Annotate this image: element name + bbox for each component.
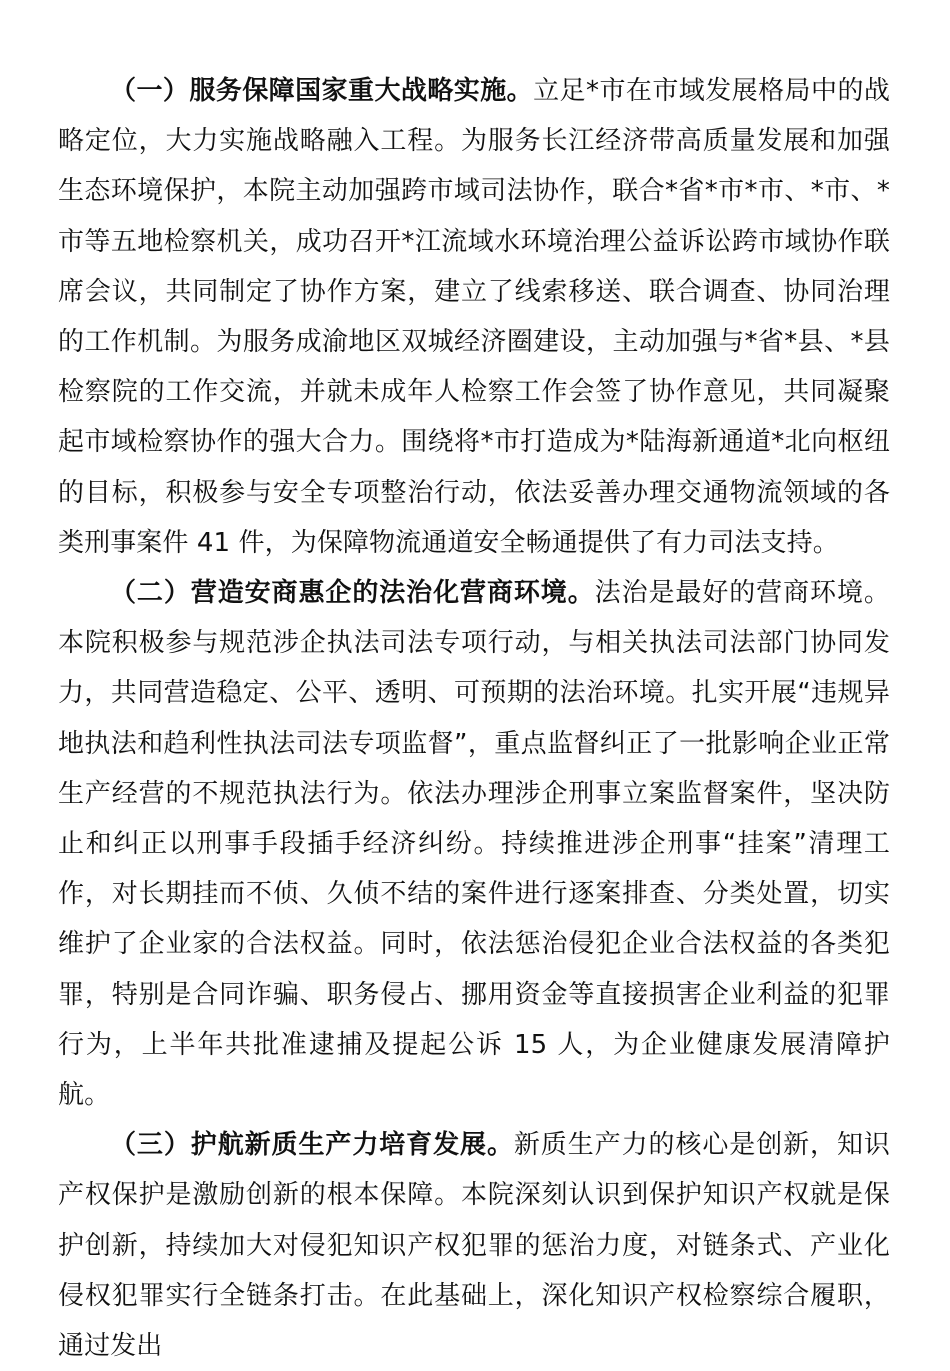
section-1-body: 立足*市在市域发展格局中的战略定位，大力实施战略融入工程。为服务长江经济带高质量发展和加强生态环境保护，本院主动加强跨市域司法协作，联合*省*市*市、*市、*市等五地检察机关，成功召开*江流域水环境治理公益诉讼跨市域协作联席会议，共同制定了协作方案，建立了线索移送、联合调查、协同治理的工作机制。为服务成渝地区双城经济圈建设，主动加强与*省*县、*县检察院的工作交流，并就未成年人检察工作会签了协作意见，共同凝聚起市域检察协作的强大合力。围绕将*市打造成为*陆海新通道*北向枢纽的目标，积极参与安全专项整治行动，依法妥善办理交通物流领域的各类刑事案件 41 件，为保障物流通道安全畅通提供了有力司法支持。 [58, 76, 890, 558]
section-1-paragraph [58, 66, 890, 568]
document-page [58, 66, 890, 1371]
section-3-paragraph [58, 1120, 890, 1371]
section-2-body: 法治是最好的营商环境。本院积极参与规范涉企执法司法专项行动，与相关执法司法部门协同发力，共同营造稳定、公平、透明、可预期的法治环境。扎实开展“违规异地执法和趋利性执法司法专项监督”，重点监督纠正了一批影响企业正常生产经营的不规范执法行为。依法办理涉企刑事立案监督案件，坚决防止和纠正以刑事手段插手经济纠纷。持续推进涉企刑事“挂案”清理工作，对长期挂而不侦、久侦不结的案件进行逐案排查、分类处置，切实维护了企业家的合法权益。同时，依法惩治侵犯企业合法权益的各类犯罪，特别是合同诈骗、职务侵占、挪用资金等直接损害企业利益的犯罪行为，上半年共批准逮捕及提起公诉 15 人，为企业健康发展清障护航。 [58, 578, 890, 1111]
section-2-heading: （二）营造安商惠企的法治化营商环境。 [110, 578, 595, 609]
section-3-body: 新质生产力的核心是创新，知识产权保护是激励创新的根本保障。本院深刻认识到保护知识产权就是保护创新，持续加大对侵犯知识产权犯罪的惩治力度，对链条式、产业化侵权犯罪实行全链条打击。在此基础上，深化知识产权检察综合履职，通过发出 [58, 1130, 890, 1362]
section-2-paragraph [58, 568, 890, 1120]
section-3-heading: （三）护航新质生产力培育发展。 [110, 1130, 514, 1161]
section-1-heading: （一）服务保障国家重大战略实施。 [110, 76, 534, 106]
